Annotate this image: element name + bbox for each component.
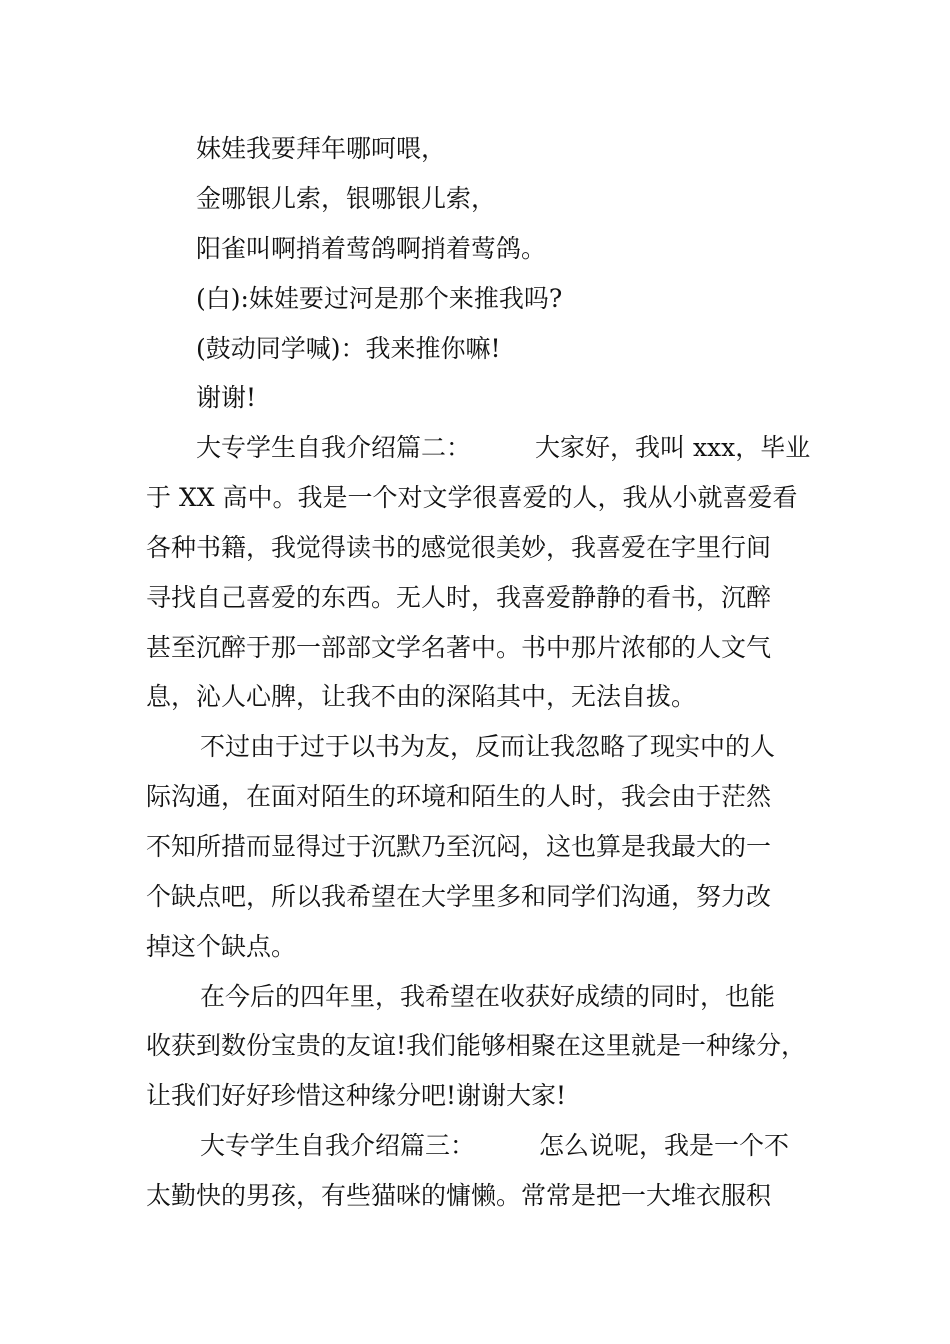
text-line: 不过由于过于以书为友，反而让我忽略了现实中的人	[200, 732, 776, 761]
text-line: 金哪银儿索，银哪银儿索，	[196, 184, 497, 213]
section-heading-line	[196, 423, 876, 473]
text-line: (鼓动同学喊)：我来推你嘛!	[196, 334, 501, 363]
text-line: 让我们好好珍惜这种缘分吧!谢谢大家!	[146, 1081, 567, 1110]
text-line: 不知所措而显得过于沉默乃至沉闷，这也算是我最大的一	[146, 832, 772, 861]
text-line: 妹娃我要拜年哪呵喂，	[196, 134, 447, 163]
text-line: 收获到数份宝贵的友谊!我们能够相聚在这里就是一种缘分，	[146, 1031, 807, 1060]
text-line: 甚至沉醉于那一部部文学名著中。书中那片浓郁的人文气	[146, 633, 772, 662]
text-line: 寻找自己喜爱的东西。无人时，我喜爱静静的看书，沉醉	[146, 583, 772, 612]
text-line: (白):妹娃要过河是那个来推我吗?	[196, 284, 563, 313]
text-line: 各种书籍，我觉得读书的感觉很美妙，我喜爱在字里行间	[146, 533, 772, 562]
section-heading: 大专学生自我介绍篇二：	[196, 433, 472, 462]
section-heading-line	[200, 1121, 880, 1171]
text-line: 怎么说呢，我是一个不	[539, 1131, 790, 1160]
text-line: 息，沁人心脾，让我不由的深陷其中，无法自拔。	[146, 682, 697, 711]
text-line: 个缺点吧，所以我希望在大学里多和同学们沟通，努力改	[146, 882, 772, 911]
text-line: 掉这个缺点。	[146, 932, 297, 961]
section-heading: 大专学生自我介绍篇三：	[200, 1131, 476, 1160]
text-line: 于 XX 高中。我是一个对文学很喜爱的人，我从小就喜爱看	[146, 483, 798, 512]
text-line: 太勤快的男孩，有些猫咪的慵懒。常常是把一大堆衣服积	[146, 1181, 772, 1210]
text-line: 谢谢!	[196, 383, 257, 412]
text-line: 际沟通，在面对陌生的环境和陌生的人时，我会由于茫然	[146, 782, 772, 811]
text-line: 大家好，我叫 xxx，毕业	[535, 433, 811, 462]
text-line: 阳雀叫啊捎着莺鸽啊捎着莺鸽。	[196, 234, 547, 263]
text-line: 在今后的四年里，我希望在收获好成绩的同时，也能	[200, 982, 776, 1011]
